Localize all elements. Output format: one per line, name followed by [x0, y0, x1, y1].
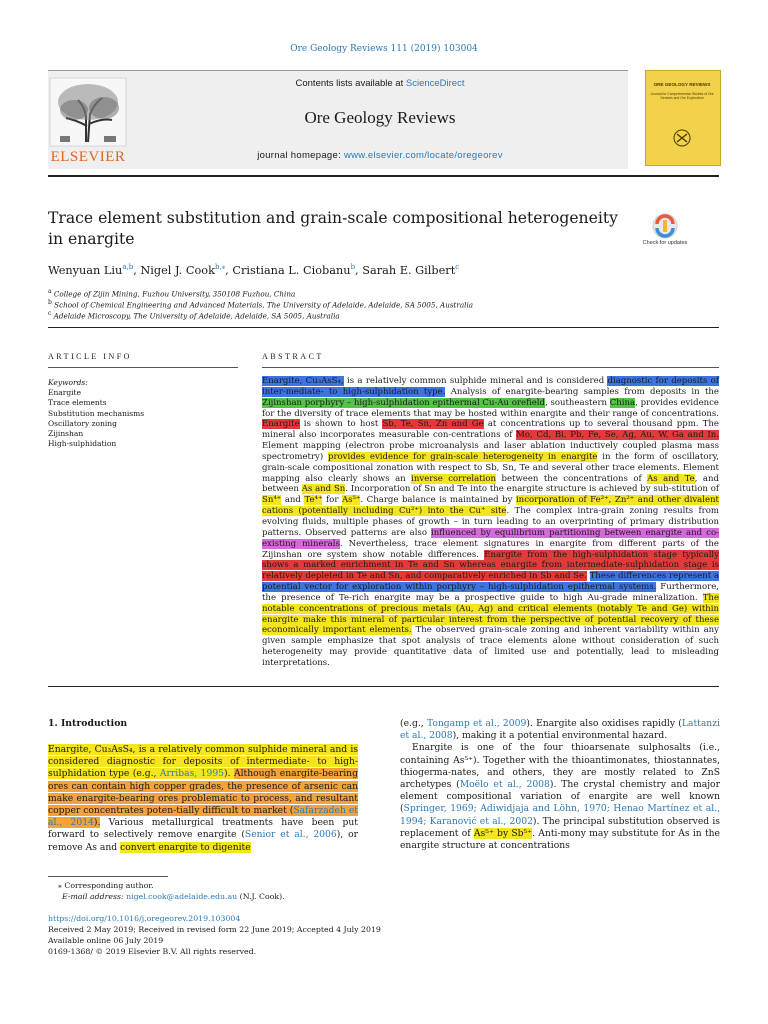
keyword: Zijinshan — [48, 429, 84, 439]
doi-link[interactable]: https://doi.org/10.1016/j.oregeorev.2019.103004 — [48, 914, 241, 923]
journal-reference[interactable]: Ore Geology Reviews 111 (2019) 103004 — [290, 44, 478, 54]
keyword: Trace elements — [48, 398, 107, 408]
keyword: Substitution mechanisms — [48, 408, 145, 418]
citation-link[interactable]: Tongamp et al., 2009 — [426, 718, 527, 729]
citation-link[interactable]: Moëlo et al., 2008 — [459, 779, 550, 791]
author[interactable]: Sarah E. Gilbert$^c$ — [362, 263, 460, 277]
footnote — [48, 880, 368, 902]
publication-info — [48, 913, 468, 957]
citation-link[interactable]: Senior et al., 2006 — [244, 829, 337, 841]
author[interactable]: Cristiana L. Ciobanu$^b$ — [232, 263, 356, 277]
cover-subtitle: Journal for Comprehensive Studies of Ore Genesis and Ore Exploration — [650, 92, 714, 100]
citation-link[interactable]: Springer, 1969; Adiwidjaja and Löhn, 1970; Henao Martínez et al., 1994; Karanović et al., 2002 — [400, 803, 720, 827]
introduction-heading: 1. Introduction — [48, 718, 128, 729]
header-rule — [48, 175, 719, 177]
cover-title: ORE GEOLOGY REVIEWS — [653, 82, 711, 87]
available-online: Available online 06 July 2019 — [48, 936, 164, 945]
check-for-updates-label[interactable]: Check for updates — [642, 240, 688, 246]
body-column-left: Enargite, Cu₃AsS₄, is a relatively common sulphide mineral and is considered diagnostic for deposits of intermediate- to high-sulphidation type (e.g., Arribas, 1995). Although enargite-bearing ores can contain high copper grades, the presence of arsenic can make enargite-bearing ores problematic to process, and resultant copper concentrates poten-tially difficult to market (Safarzadeh et al., 2014). Various metallurgical treatments have been put forward to selectively remove enargite (Senior et al., 2006), or remove As and convert enargite to digenite — [48, 744, 358, 853]
keywords-list — [48, 378, 238, 449]
affiliation: $^c$ Adelaide Microscopy, The University of Adelaide, Adelaide, SA 5005, Australia — [48, 310, 340, 321]
email-link[interactable]: nigel.cook@adelaide.edu.au — [126, 892, 238, 901]
abstract-text: Enargite, Cu₃AsS₄, is a relatively common sulphide mineral and is considered diagnostic for deposits of inter-mediate- to high-sulphidation type. Analysis of enargite-bearing samples from deposits in the Zijinshan porphyry – high-sulphidation epithermal Cu-Au orefield, southeastern China, provides evidence for the diversity of trace elements that may be hosted within enargite and their range of concentrations. Enargite is shown to host Sb, Te, Sn, Zn and Ge at concentrations up to several thousand ppm. The mineral also incorporates measurable con-centrations of Mo, Cd, Bi, Pb, Fe, Se, Ag, Au, W, Ga and In. Element mapping (electron probe microanalysis and laser ablation inductively coupled plasma mass spectrometry) provides evidence for grain-scale heterogeneity in enargite in the form of oscillatory, grain-scale compositional zonation with respect to Sb, Sn, Te and several other trace elements. Element mapping also clearly shows an inverse correlation between the concentrations of As and Te, and between As and Sn. Incorporation of Sn and Te into the enargite structure is achieved by sub-stitution of Sn⁴⁺ and Te⁴⁺ for As⁵⁺. Charge balance is maintained by incorporation of Fe²⁺, Zn²⁺ and other divalent cations (potentially including Cu²⁺) into the Cu⁺ site. The complex intra-grain zoning results from evolving fluids, multiple phases of growth – in turn leading to an overprinting of primary distribution patterns. Observed patterns are also influenced by equilibrium partitioning between enargite and co-existing minerals. Nevertheless, trace element signatures in enargite from different parts of the Zijinshan ore system show notable differences. Enargite from the high-sulphidation stage typically shows a marked enrichment in Te and Sn whereas enargite from intermediate-sulphidation stage is relatively depleted in Te and Sn, and comparatively enriched in Sb and Se. These differences represent a potential vector for exploration within porphyry – high-sulphidation epithermal systems. Furthermore, the presence of Te-rich enargite may be a prospective guide to high Au-grade mineralization. The notable concentrations of precious metals (Au, Ag) and critical elements (notably Te and Ge) within enargite make this mineral of particular interest from the perspective of potential recovery of these economically important elements. The observed grain-scale zoning and inherent variability within any given sample emphasize that spot analysis of trace elements alone without consideration of such heterogeneity may provide quantitative data of limited use and potentially, lead to misleading interpretations. — [262, 376, 720, 668]
elsevier-logo-text: ELSEVIER — [50, 149, 126, 165]
article-title: Trace element substitution and grain-scale compositional heterogeneity in enargite — [48, 209, 618, 248]
section-rule — [48, 327, 719, 328]
contents-line: Contents lists available at ScienceDirect — [295, 78, 465, 89]
body-column-right: (e.g., Tongamp et al., 2009). Enargite also oxidises rapidly (Lattanzi et al., 2008), making it a potential environmental hazard. Enargite is one of the four thioarsenate sulphosalts (i.e., containing As⁵⁺). Together with the thioantimonates, thiostannates, thiogerma-nates, and others, they are mostly related to ZnS archetypes (Moëlo et al., 2008). The crystal chemistry and major element compositional variation of enargite are well known (Springer, 1969; Adiwidjaja and Löhn, 1970; Henao Martínez et al., 1994; Karanović et al., 2002). The principal substitution observed is replacement of As⁵⁺ by Sb⁵⁺. Anti-mony may substitute for As in the enargite structure at concentrations — [400, 718, 720, 852]
author[interactable]: Nigel J. Cook$^{b,⁎}$ — [140, 263, 226, 277]
keyword: Oscillatory zoning — [48, 418, 117, 428]
author[interactable]: Wenyuan Liu$^{a,b}$ — [48, 263, 134, 277]
keyword: Enargite — [48, 388, 82, 398]
keywords-label: Keywords: — [48, 378, 88, 387]
email-line: E-mail address: nigel.cook@adelaide.edu.au (N.J. Cook). — [62, 892, 285, 901]
affiliation: $^a$ College of Zijin Mining, Fuzhou University, 350108 Fuzhou, China — [48, 288, 296, 299]
journal-homepage: journal homepage: www.elsevier.com/locate/oregeorev — [257, 150, 503, 161]
journal-title: Ore Geology Reviews — [304, 108, 456, 127]
copyright: 0169-1368/ © 2019 Elsevier B.V. All rights reserved. — [48, 947, 257, 956]
citation-link[interactable]: Lattanzi et al., 2008 — [400, 718, 720, 742]
article-info-heading: ARTICLE INFO — [48, 352, 132, 361]
abstract-heading: ABSTRACT — [262, 352, 324, 361]
check-for-updates-icon[interactable] — [647, 212, 683, 258]
corresponding-author-note: ⁎ Corresponding author. — [58, 881, 154, 890]
cover-emblem-icon — [670, 128, 694, 148]
sciencedirect-link[interactable]: ScienceDirect — [405, 78, 465, 89]
keyword: High-sulphidation — [48, 439, 117, 449]
abstract-rule — [262, 367, 719, 368]
citation-link[interactable]: Safarzadeh et al., 2014 — [48, 805, 358, 829]
article-info-rule — [48, 367, 238, 368]
homepage-link[interactable]: www.elsevier.com/locate/oregeorev — [343, 150, 503, 161]
footnote-rule — [48, 876, 168, 877]
author-list: Wenyuan Liu$^{a,b}$, Nigel J. Cook$^{b,⁎}$, Cristiana L. Ciobanu$^b$, Sarah E. Gilbert$^c$ — [48, 263, 460, 277]
abstract-bottom-rule — [48, 686, 719, 687]
received-dates: Received 2 May 2019; Received in revised form 22 June 2019; Accepted 4 July 2019 — [48, 925, 381, 934]
affiliation: $^b$ School of Chemical Engineering and Advanced Materials, The University of Adelaide, Adelaide, SA 5005, Australia — [48, 299, 474, 310]
citation-link[interactable]: Arribas, 1995 — [159, 768, 225, 780]
